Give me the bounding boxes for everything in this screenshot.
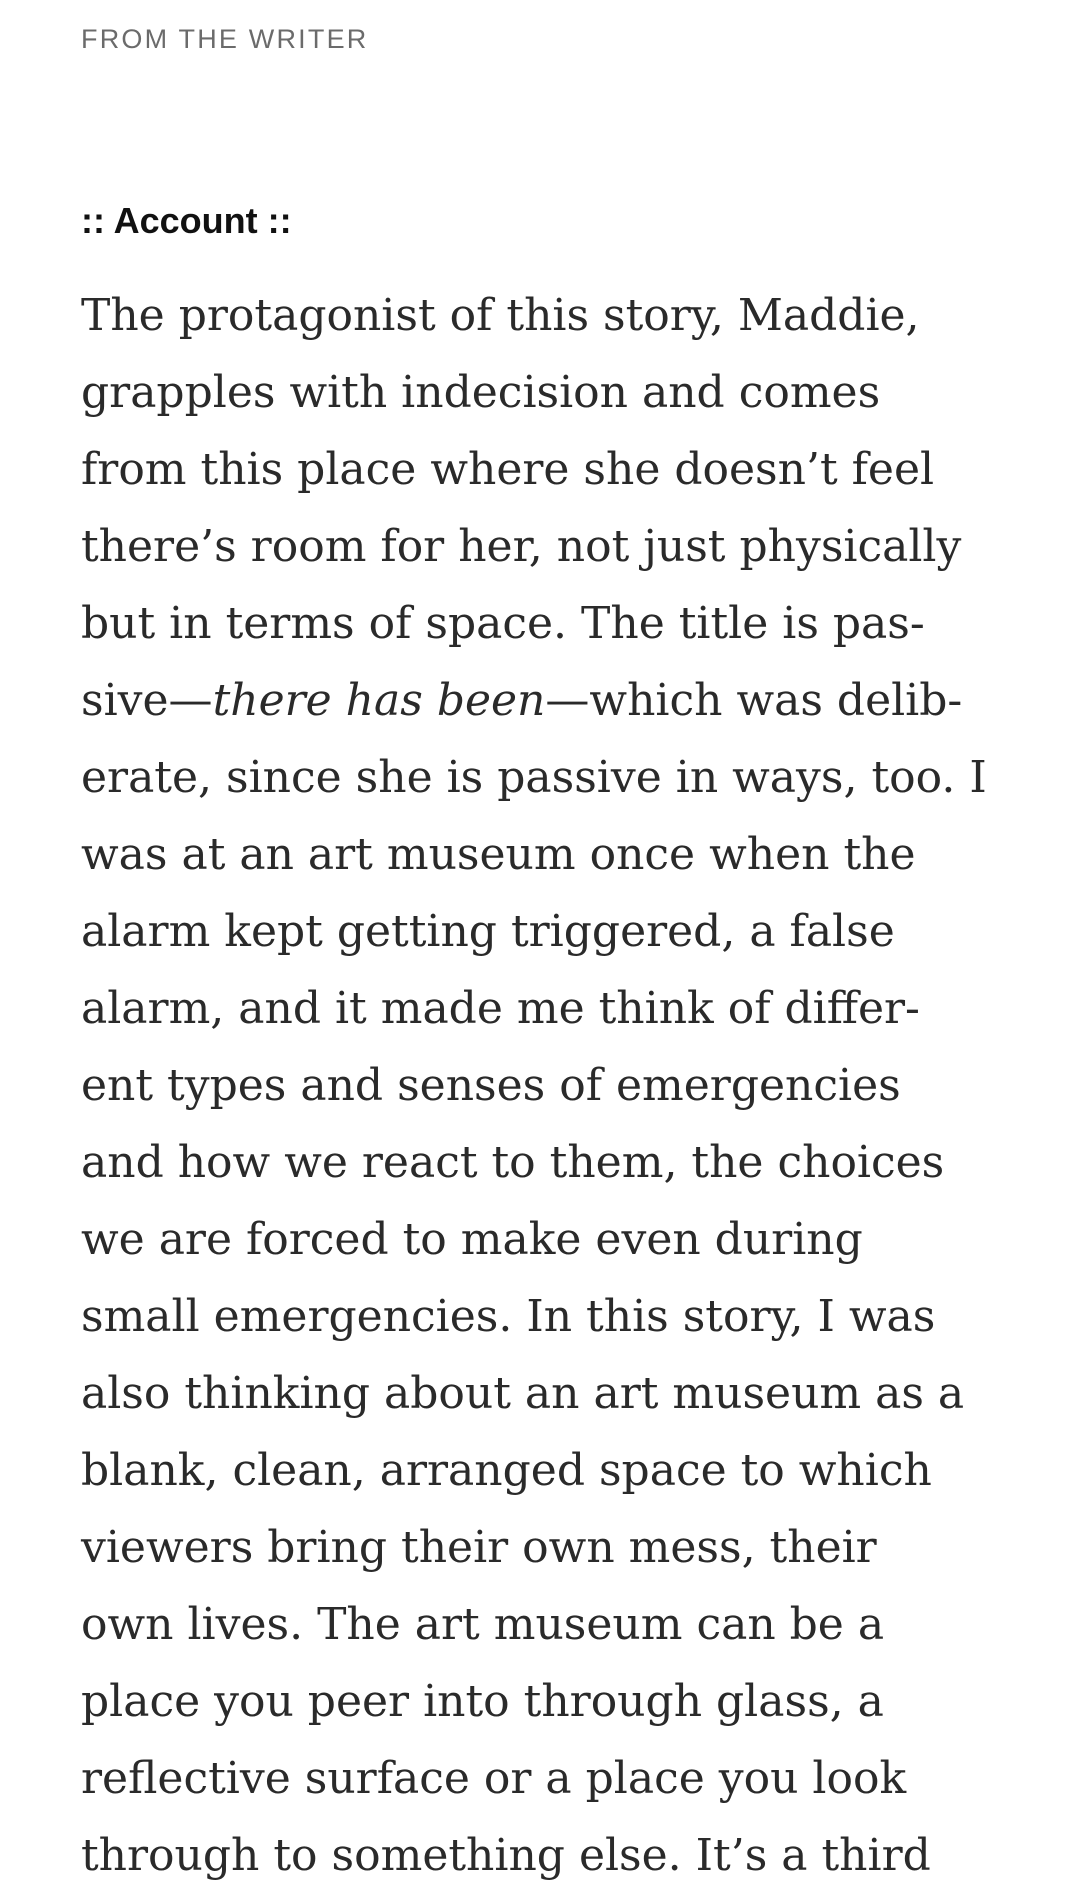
body-line: alarm, and it made me think of differ-: [81, 983, 920, 1034]
body-line: there’s room for her, not just physically: [81, 521, 962, 572]
article-body: [81, 277, 1001, 1894]
body-line: erate, since she is passive in ways, too. I: [81, 752, 987, 803]
body-line: through to something else. It’s a third: [81, 1830, 931, 1881]
body-line: The protagonist of this story, Maddie,: [81, 290, 920, 341]
body-line: reflective surface or a place you look: [81, 1753, 907, 1804]
body-line: but in terms of space. The title is pas-: [81, 598, 925, 649]
body-line-part: sive—: [81, 675, 213, 726]
body-line-part: —which was delib-: [545, 675, 963, 726]
body-line: [81, 662, 1001, 739]
body-line: ent types and senses of emergencies: [81, 1060, 901, 1111]
section-eyebrow: FROM THE WRITER: [81, 24, 369, 54]
body-line: blank, clean, arranged space to which: [81, 1445, 932, 1496]
body-line: was at an art museum once when the: [81, 829, 916, 880]
body-line: viewers bring their own mess, their: [81, 1522, 877, 1573]
article-page: [81, 0, 1001, 1894]
account-heading: :: Account ::: [81, 200, 292, 241]
title-phrase: there has been: [212, 675, 546, 726]
body-line: grapples with indecision and comes: [81, 367, 881, 418]
body-line: small emergencies. In this story, I was: [81, 1291, 936, 1342]
body-line: own lives. The art museum can be a: [81, 1599, 885, 1650]
body-line: we are forced to make even during: [81, 1214, 863, 1265]
body-line: alarm kept getting triggered, a false: [81, 906, 895, 957]
body-line: place you peer into through glass, a: [81, 1676, 884, 1727]
body-line: from this place where she doesn’t feel: [81, 444, 935, 495]
body-line: also thinking about an art museum as a: [81, 1368, 965, 1419]
body-line: and how we react to them, the choices: [81, 1137, 945, 1188]
